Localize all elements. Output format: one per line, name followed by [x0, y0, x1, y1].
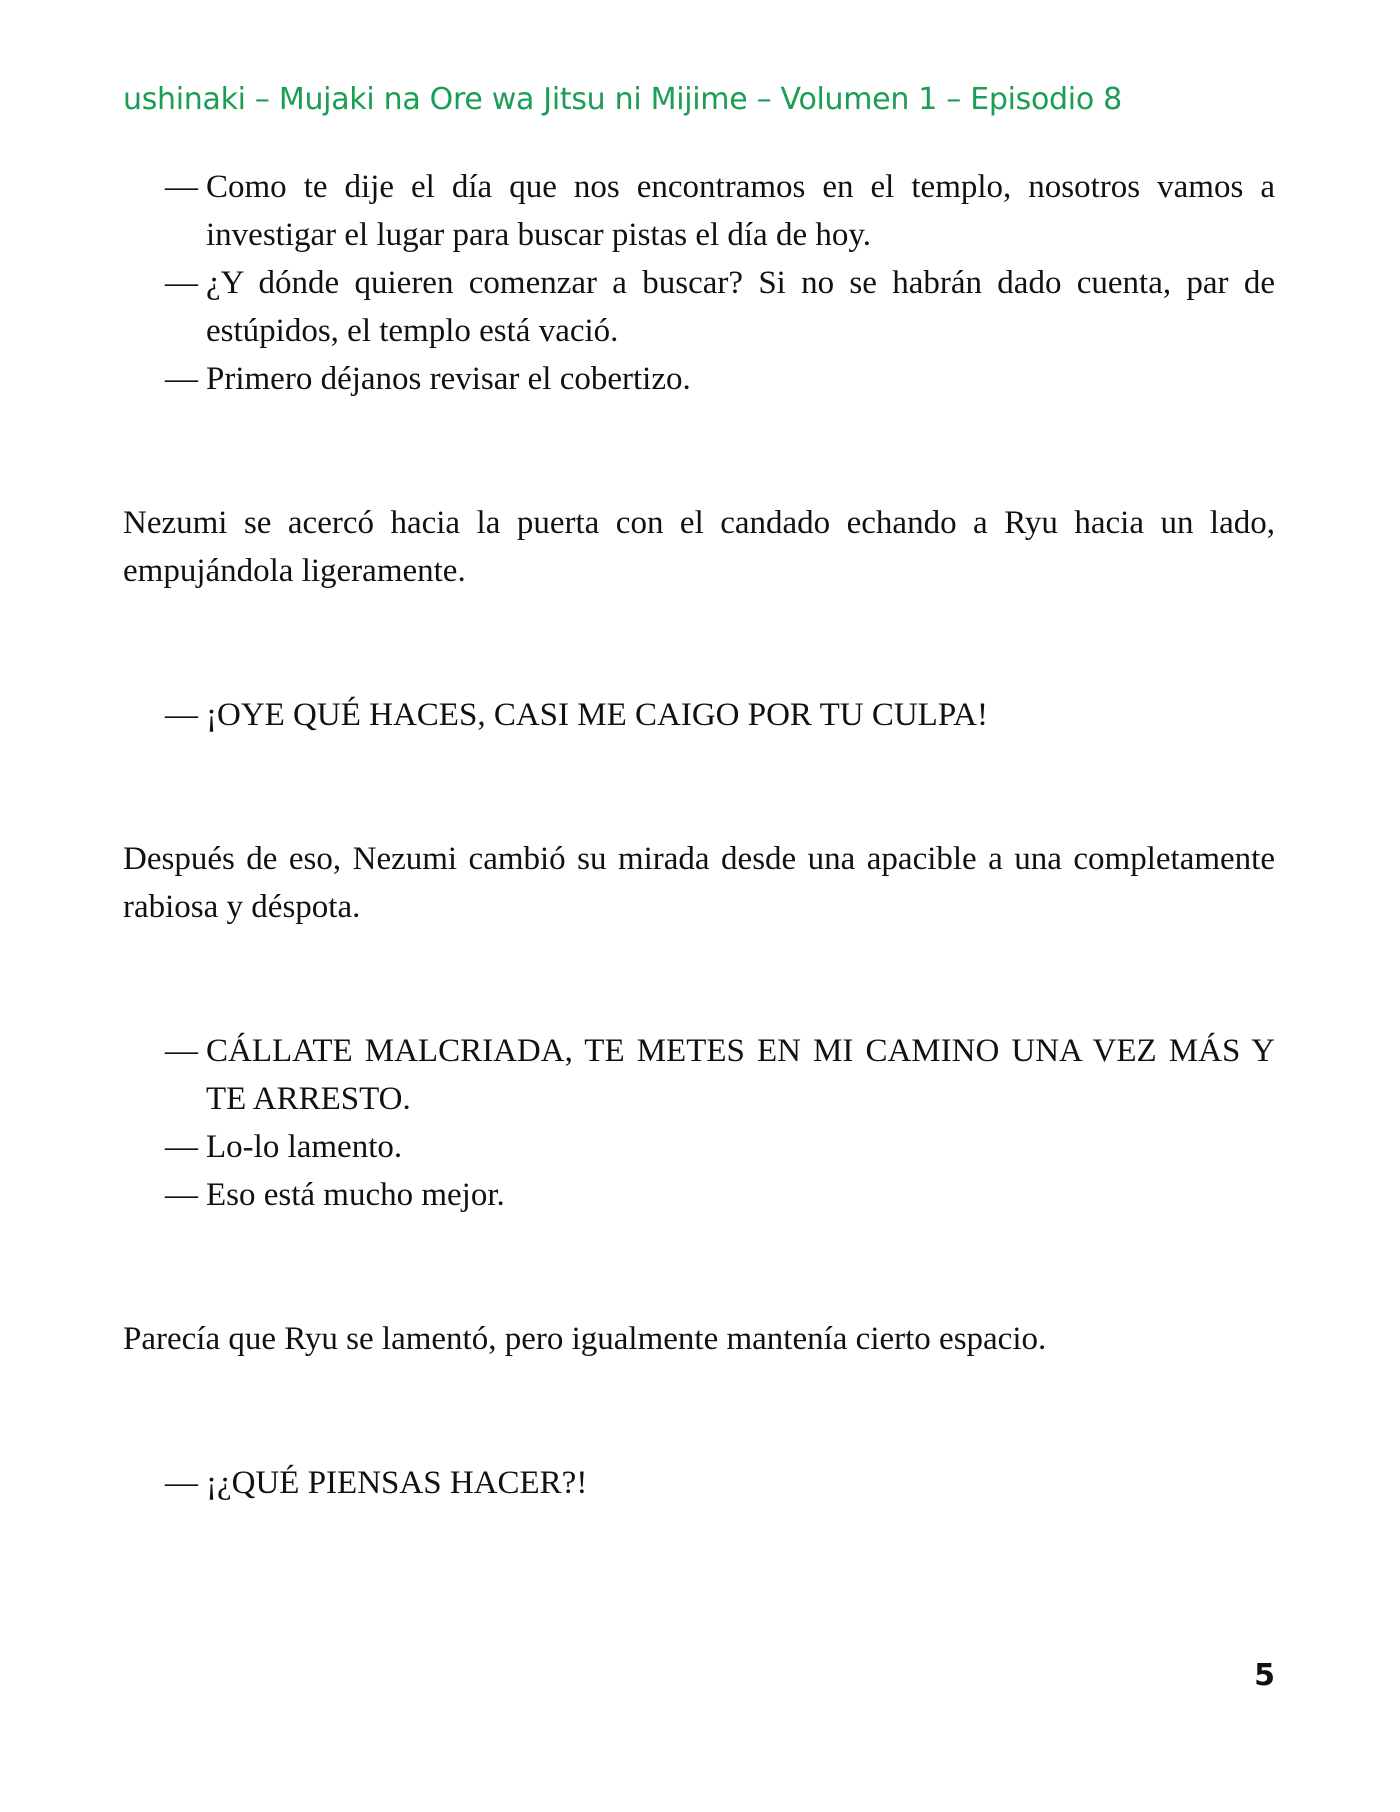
dialogue-dash: —: [165, 265, 198, 301]
dialogue-line: [123, 1123, 1275, 1171]
narrative-paragraph: Parecía que Ryu se lamentó, pero igualmente mantenía cierto espacio.: [123, 1321, 1047, 1357]
dialogue-block: [123, 163, 1275, 403]
dialogue-text: Lo-lo lamento.: [206, 1129, 403, 1165]
narrative-paragraph: Después de eso, Nezumi cambió su mirada desde una apacible a una completamente rabiosa y déspota.: [123, 841, 1275, 925]
dialogue-line: [123, 163, 1275, 259]
dialogue-line: [123, 1459, 1275, 1507]
page-number: 5: [1254, 1658, 1275, 1693]
dialogue-text: Como te dije el día que nos encontramos en el templo, nosotros vamos a investigar el lugar para buscar pistas el día de hoy.: [206, 169, 1275, 253]
dialogue-block: [123, 1027, 1275, 1219]
dialogue-text: CÁLLATE MALCRIADA, TE METES EN MI CAMINO UNA VEZ MÁS Y TE ARRESTO.: [206, 1033, 1275, 1117]
chapter-header: ushinaki – Mujaki na Ore wa Jitsu ni Mijime – Volumen 1 – Episodio 8: [123, 82, 1122, 117]
dialogue-dash: —: [165, 1177, 198, 1213]
dialogue-dash: —: [165, 1033, 198, 1069]
dialogue-dash: —: [165, 1129, 198, 1165]
dialogue-line: [123, 1027, 1275, 1123]
narrative-paragraph: Nezumi se acercó hacia la puerta con el candado echando a Ryu hacia un lado, empujándola ligeramente.: [123, 505, 1275, 589]
dialogue-block: [123, 691, 1275, 739]
page-body: [123, 163, 1275, 1507]
dialogue-block: [123, 1459, 1275, 1507]
dialogue-dash: —: [165, 361, 198, 397]
dialogue-text: ¡¿QUÉ PIENSAS HACER?!: [206, 1465, 588, 1501]
dialogue-text: Primero déjanos revisar el cobertizo.: [206, 361, 691, 397]
dialogue-text: ¿Y dónde quieren comenzar a buscar? Si no se habrán dado cuenta, par de estúpidos, el templo está vació.: [206, 265, 1275, 349]
dialogue-dash: —: [165, 1465, 198, 1501]
dialogue-line: [123, 355, 1275, 403]
dialogue-dash: —: [165, 169, 198, 205]
dialogue-text: Eso está mucho mejor.: [206, 1177, 505, 1213]
dialogue-text: ¡OYE QUÉ HACES, CASI ME CAIGO POR TU CULPA!: [206, 697, 988, 733]
dialogue-line: [123, 1171, 1275, 1219]
dialogue-dash: —: [165, 697, 198, 733]
dialogue-line: [123, 259, 1275, 355]
dialogue-line: [123, 691, 1275, 739]
